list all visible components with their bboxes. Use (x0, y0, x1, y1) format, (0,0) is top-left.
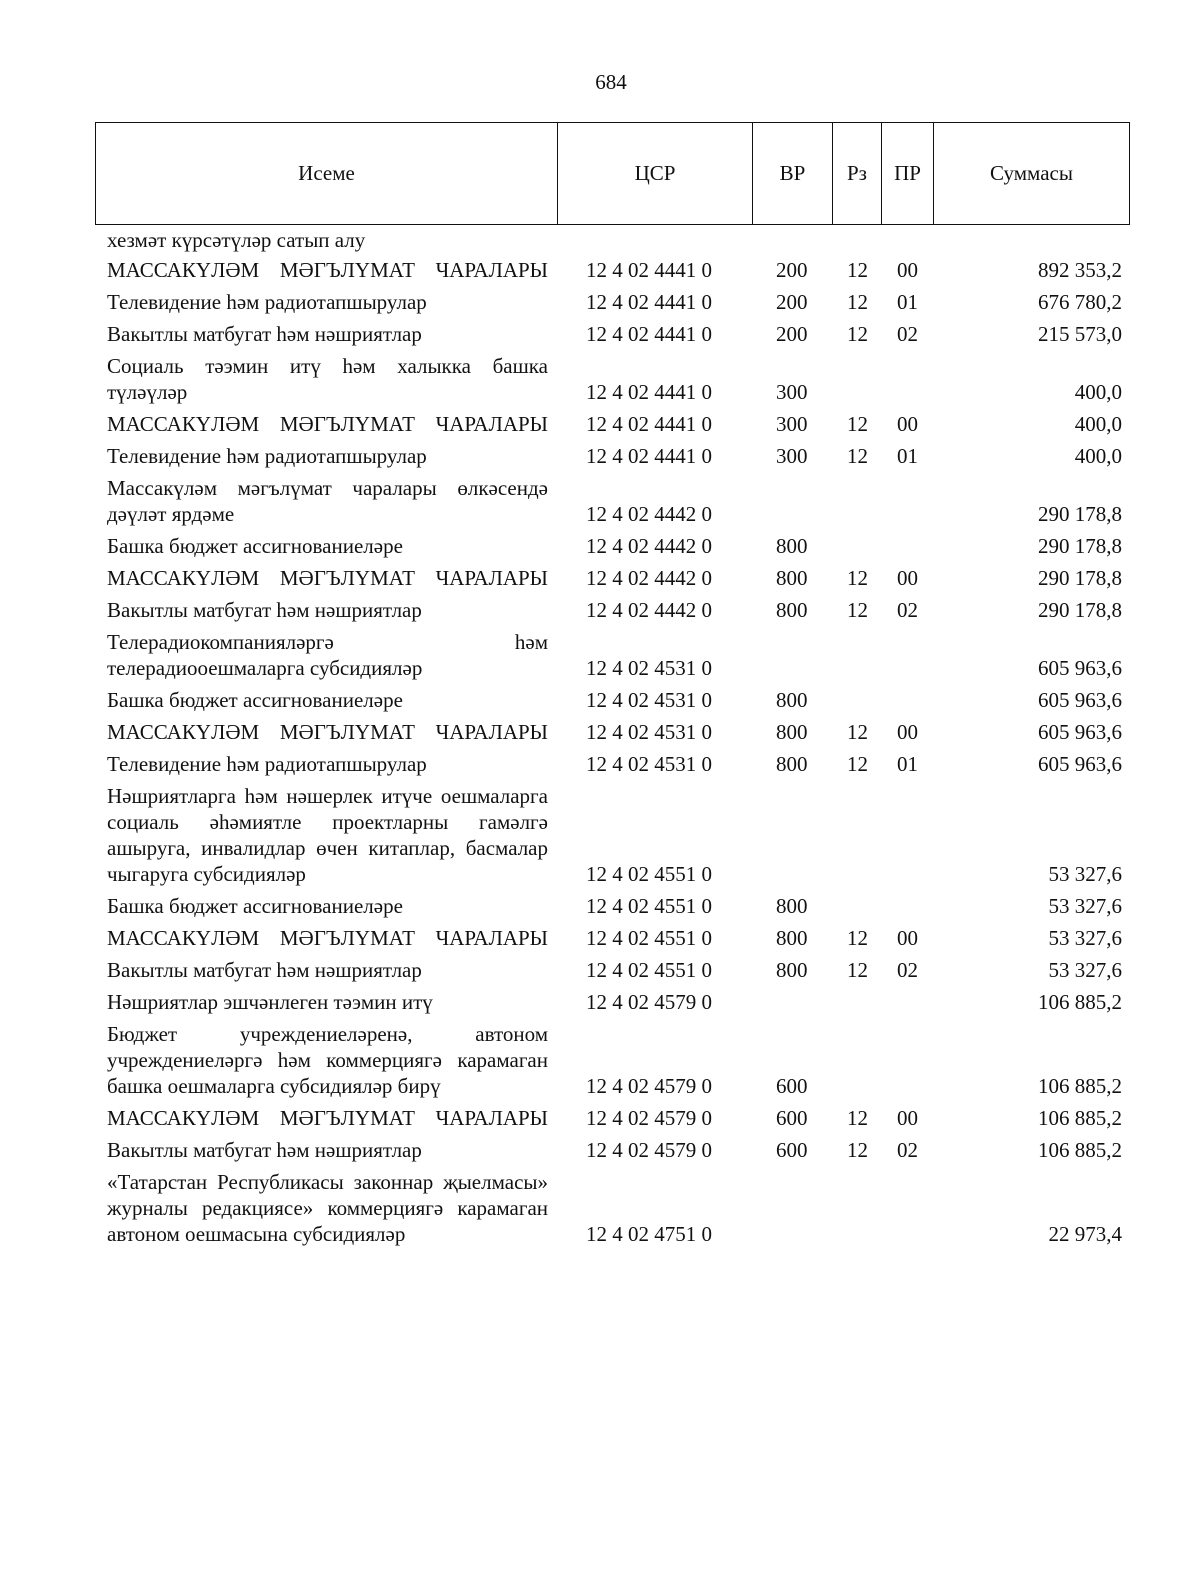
row-csr: 12 4 02 4441 0 (586, 380, 712, 404)
row-name: Телерадиокомпанияләргә һәм телерадиооешмаларга субсидияләр (107, 630, 548, 680)
row-csr: 12 4 02 4442 0 (586, 502, 712, 526)
row-csr: 12 4 02 4551 0 (586, 894, 712, 918)
row-pr: 00 (897, 258, 918, 282)
row-name: Телевидение һәм радиотапшырулар (107, 752, 427, 776)
row-vr: 300 (776, 444, 808, 468)
row-rz: 12 (847, 258, 868, 282)
table-row (0, 957, 1200, 983)
row-vr: 200 (776, 258, 808, 282)
table-row (0, 925, 1200, 951)
row-csr: 12 4 02 4441 0 (586, 290, 712, 314)
row-vr: 800 (776, 894, 808, 918)
row-name: Вакытлы матбугат һәм нәшриятлар (107, 958, 422, 982)
row-csr: 12 4 02 4579 0 (586, 990, 712, 1014)
row-rz: 12 (847, 958, 868, 982)
table-row (0, 893, 1200, 919)
row-sum: 605 963,6 (1038, 752, 1122, 776)
row-csr: 12 4 02 4531 0 (586, 752, 712, 776)
row-name: МАССАКҮЛӘМ МӘГЪЛҮМАТ ЧАРАЛАРЫ (107, 258, 548, 282)
table-row (0, 1105, 1200, 1131)
row-sum: 53 327,6 (1048, 926, 1122, 950)
row-vr: 300 (776, 380, 808, 404)
header-rz: Рз (833, 123, 882, 225)
table-row (0, 751, 1200, 777)
row-rz: 12 (847, 566, 868, 590)
row-name: Нәшриятларга һәм нәшерлек итүче оешмаларга социаль әһәмиятле проектларны гамәлгә ашыруга, инвалидлар өчен китаплар, басмалар чыгаруга субсидияләр (107, 784, 548, 886)
row-name: Массакүләм мәгълүмат чаралары өлкәсендә дәүләт ярдәме (107, 476, 548, 526)
row-name: Вакытлы матбугат һәм нәшриятлар (107, 598, 422, 622)
row-pr: 02 (897, 598, 918, 622)
row-vr: 200 (776, 322, 808, 346)
row-csr: 12 4 02 4442 0 (586, 566, 712, 590)
row-pr: 01 (897, 444, 918, 468)
table-row (0, 783, 1200, 887)
row-sum: 53 327,6 (1048, 958, 1122, 982)
row-sum: 106 885,2 (1038, 1138, 1122, 1162)
header-vr: ВР (753, 123, 833, 225)
table-row (0, 289, 1200, 315)
row-name: Башка бюджет ассигнованиеләре (107, 894, 403, 918)
row-vr: 800 (776, 752, 808, 776)
page-number: 684 (595, 70, 627, 94)
row-csr: 12 4 02 4551 0 (586, 926, 712, 950)
table-body (0, 227, 1200, 1253)
row-name: Телевидение һәм радиотапшырулар (107, 444, 427, 468)
row-pr: 00 (897, 720, 918, 744)
row-vr: 600 (776, 1138, 808, 1162)
table-row (0, 411, 1200, 437)
table-row (0, 353, 1200, 405)
row-pr: 02 (897, 322, 918, 346)
header-sum: Суммасы (934, 123, 1130, 225)
row-vr: 800 (776, 566, 808, 590)
row-sum: 400,0 (1074, 380, 1122, 404)
row-rz: 12 (847, 1138, 868, 1162)
row-rz: 12 (847, 322, 868, 346)
row-sum: 400,0 (1074, 444, 1122, 468)
table-row (0, 533, 1200, 559)
row-sum: 290 178,8 (1038, 566, 1122, 590)
row-name: МАССАКҮЛӘМ МӘГЪЛҮМАТ ЧАРАЛАРЫ (107, 720, 548, 744)
table-row (0, 321, 1200, 347)
row-name: «Татарстан Республикасы законнар җыелмасы» журналы редакциясе» коммерциягә карамаган автоном оешмасына субсидияләр (107, 1170, 548, 1246)
row-pr: 02 (897, 958, 918, 982)
table-row (0, 1021, 1200, 1099)
table-header (95, 122, 1130, 225)
row-sum: 53 327,6 (1048, 862, 1122, 886)
row-csr: 12 4 02 4551 0 (586, 958, 712, 982)
header-name: Исеме (96, 123, 558, 225)
table-row (0, 475, 1200, 527)
row-sum: 605 963,6 (1038, 720, 1122, 744)
row-sum: 605 963,6 (1038, 656, 1122, 680)
table-row (0, 719, 1200, 745)
row-sum: 892 353,2 (1038, 258, 1122, 282)
row-vr: 800 (776, 720, 808, 744)
row-sum: 400,0 (1074, 412, 1122, 436)
row-sum: 676 780,2 (1038, 290, 1122, 314)
row-pr: 02 (897, 1138, 918, 1162)
row-sum: 106 885,2 (1038, 1106, 1122, 1130)
row-sum: 53 327,6 (1048, 894, 1122, 918)
row-csr: 12 4 02 4531 0 (586, 688, 712, 712)
table-row (0, 257, 1200, 283)
row-sum: 290 178,8 (1038, 534, 1122, 558)
row-sum: 106 885,2 (1038, 1074, 1122, 1098)
row-pr: 00 (897, 926, 918, 950)
row-csr: 12 4 02 4441 0 (586, 322, 712, 346)
table-row (0, 565, 1200, 591)
table-row (0, 597, 1200, 623)
table-row (0, 1137, 1200, 1163)
row-csr: 12 4 02 4441 0 (586, 258, 712, 282)
table-row (0, 989, 1200, 1015)
row-csr: 12 4 02 4579 0 (586, 1074, 712, 1098)
row-pr: 00 (897, 412, 918, 436)
row-csr: 12 4 02 4531 0 (586, 656, 712, 680)
row-vr: 200 (776, 290, 808, 314)
row-vr: 800 (776, 688, 808, 712)
row-name: МАССАКҮЛӘМ МӘГЪЛҮМАТ ЧАРАЛАРЫ (107, 926, 548, 950)
row-rz: 12 (847, 926, 868, 950)
table-row (0, 227, 1200, 253)
header-csr: ЦСР (558, 123, 753, 225)
row-name: Социаль тәэмин итү һәм халыкка башка түләүләр (107, 354, 548, 404)
row-name: МАССАКҮЛӘМ МӘГЪЛҮМАТ ЧАРАЛАРЫ (107, 1106, 548, 1130)
row-name: МАССАКҮЛӘМ МӘГЪЛҮМАТ ЧАРАЛАРЫ (107, 412, 548, 436)
row-name: Вакытлы матбугат һәм нәшриятлар (107, 322, 422, 346)
row-sum: 106 885,2 (1038, 990, 1122, 1014)
row-vr: 800 (776, 534, 808, 558)
row-rz: 12 (847, 412, 868, 436)
row-name: МАССАКҮЛӘМ МӘГЪЛҮМАТ ЧАРАЛАРЫ (107, 566, 548, 590)
row-name: Вакытлы матбугат һәм нәшриятлар (107, 1138, 422, 1162)
row-pr: 01 (897, 752, 918, 776)
row-csr: 12 4 02 4579 0 (586, 1138, 712, 1162)
row-name: хезмәт күрсәтүләр сатып алу (107, 228, 366, 252)
row-csr: 12 4 02 4441 0 (586, 412, 712, 436)
row-rz: 12 (847, 444, 868, 468)
row-pr: 00 (897, 1106, 918, 1130)
row-csr: 12 4 02 4579 0 (586, 1106, 712, 1130)
row-vr: 600 (776, 1106, 808, 1130)
row-name: Нәшриятлар эшчәнлеген тәэмин итү (107, 990, 433, 1014)
row-sum: 605 963,6 (1038, 688, 1122, 712)
row-csr: 12 4 02 4751 0 (586, 1222, 712, 1246)
row-sum: 22 973,4 (1048, 1222, 1122, 1246)
row-rz: 12 (847, 1106, 868, 1130)
row-rz: 12 (847, 720, 868, 744)
row-name: Телевидение һәм радиотапшырулар (107, 290, 427, 314)
row-csr: 12 4 02 4531 0 (586, 720, 712, 744)
row-pr: 01 (897, 290, 918, 314)
table-row (0, 1169, 1200, 1247)
row-rz: 12 (847, 752, 868, 776)
table-row (0, 687, 1200, 713)
row-csr: 12 4 02 4551 0 (586, 862, 712, 886)
row-vr: 300 (776, 412, 808, 436)
header-pr: ПР (882, 123, 934, 225)
row-name: Башка бюджет ассигнованиеләре (107, 688, 403, 712)
row-sum: 215 573,0 (1038, 322, 1122, 346)
table-row (0, 629, 1200, 681)
row-vr: 600 (776, 1074, 808, 1098)
table-row (0, 443, 1200, 469)
row-csr: 12 4 02 4441 0 (586, 444, 712, 468)
row-vr: 800 (776, 598, 808, 622)
row-vr: 800 (776, 958, 808, 982)
row-sum: 290 178,8 (1038, 598, 1122, 622)
row-rz: 12 (847, 598, 868, 622)
row-csr: 12 4 02 4442 0 (586, 598, 712, 622)
row-rz: 12 (847, 290, 868, 314)
row-pr: 00 (897, 566, 918, 590)
row-csr: 12 4 02 4442 0 (586, 534, 712, 558)
row-sum: 290 178,8 (1038, 502, 1122, 526)
row-name: Башка бюджет ассигнованиеләре (107, 534, 403, 558)
row-vr: 800 (776, 926, 808, 950)
row-name: Бюджет учреждениеләренә, автоном учреждениеләргә һәм коммерциягә карамаган башка оешмаларга субсидияләр бирү (107, 1022, 548, 1098)
